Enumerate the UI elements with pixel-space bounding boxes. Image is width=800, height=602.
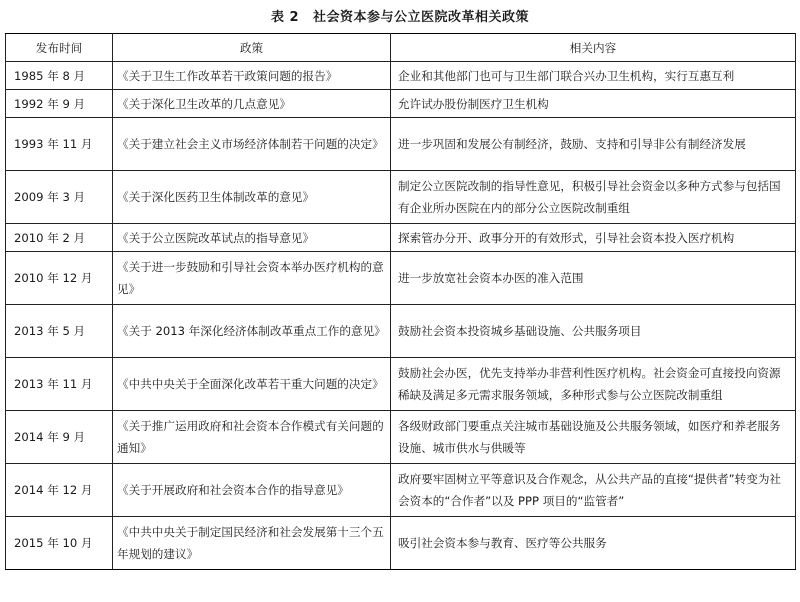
cell-date: 2009 年 3 月 [6, 171, 113, 224]
table-row [6, 62, 796, 90]
table-number: 表 2 [270, 10, 300, 25]
cell-content: 制定公立医院改制的指导性意见，积极引导社会资金以多种方式参与包括国有企业所办医院在内的部分公立医院改制重组 [391, 171, 796, 224]
cell-policy: 《关于深化卫生改革的几点意见》 [113, 90, 391, 118]
cell-date: 1992 年 9 月 [6, 90, 113, 118]
cell-policy: 《关于卫生工作改革若干政策问题的报告》 [113, 62, 391, 90]
cell-date: 2015 年 10 月 [6, 517, 113, 570]
table-row [6, 358, 796, 411]
cell-content: 鼓励社会资本投资城乡基础设施、公共服务项目 [391, 305, 796, 358]
table-row [6, 224, 796, 252]
cell-policy: 《关于公立医院改革试点的指导意见》 [113, 224, 391, 252]
cell-date: 2010 年 2 月 [6, 224, 113, 252]
cell-content: 探索管办分开、政事分开的有效形式，引导社会资本投入医疗机构 [391, 224, 796, 252]
cell-policy: 《关于深化医药卫生体制改革的意见》 [113, 171, 391, 224]
cell-content: 企业和其他部门也可与卫生部门联合兴办卫生机构，实行互惠互利 [391, 62, 796, 90]
cell-content: 允许试办股份制医疗卫生机构 [391, 90, 796, 118]
table-header [6, 34, 796, 62]
table-caption [0, 6, 800, 25]
cell-policy: 《关于推广运用政府和社会资本合作模式有关问题的通知》 [113, 411, 391, 464]
cell-content: 各级财政部门要重点关注城市基础设施及公共服务领域，如医疗和养老服务设施、城市供水与供暖等 [391, 411, 796, 464]
cell-policy: 《关于建立社会主义市场经济体制若干问题的决定》 [113, 118, 391, 171]
cell-content: 进一步巩固和发展公有制经济，鼓励、支持和引导非公有制经济发展 [391, 118, 796, 171]
cell-date: 2014 年 12 月 [6, 464, 113, 517]
header-policy: 政策 [113, 34, 391, 62]
cell-date: 2013 年 11 月 [6, 358, 113, 411]
header-date: 发布时间 [6, 34, 113, 62]
table-row [6, 517, 796, 570]
table-row [6, 305, 796, 358]
table-row [6, 171, 796, 224]
table-body [6, 62, 796, 570]
cell-content: 进一步放宽社会资本办医的准入范围 [391, 252, 796, 305]
cell-date: 1985 年 8 月 [6, 62, 113, 90]
table-row [6, 252, 796, 305]
cell-policy: 《关于进一步鼓励和引导社会资本举办医疗机构的意见》 [113, 252, 391, 305]
table-row [6, 118, 796, 171]
header-content: 相关内容 [391, 34, 796, 62]
cell-policy: 《关于 2013 年深化经济体制改革重点工作的意见》 [113, 305, 391, 358]
cell-date: 2014 年 9 月 [6, 411, 113, 464]
cell-date: 1993 年 11 月 [6, 118, 113, 171]
table-row [6, 411, 796, 464]
cell-policy: 《关于开展政府和社会资本合作的指导意见》 [113, 464, 391, 517]
policy-table [5, 33, 796, 570]
header-row [6, 34, 796, 62]
table-row [6, 90, 796, 118]
cell-content: 政府要牢固树立平等意识及合作观念，从公共产品的直接“提供者”转变为社会资本的“合作者”以及 PPP 项目的“监管者” [391, 464, 796, 517]
table-title: 社会资本参与公立医院改革相关政策 [313, 10, 530, 25]
table-row [6, 464, 796, 517]
cell-date: 2010 年 12 月 [6, 252, 113, 305]
cell-content: 鼓励社会办医，优先支持举办非营利性医疗机构。社会资金可直接投向资源稀缺及满足多元需求服务领域，多种形式参与公立医院改制重组 [391, 358, 796, 411]
cell-policy: 《中共中央关于制定国民经济和社会发展第十三个五年规划的建议》 [113, 517, 391, 570]
cell-content: 吸引社会资本参与教育、医疗等公共服务 [391, 517, 796, 570]
cell-policy: 《中共中央关于全面深化改革若干重大问题的决定》 [113, 358, 391, 411]
cell-date: 2013 年 5 月 [6, 305, 113, 358]
